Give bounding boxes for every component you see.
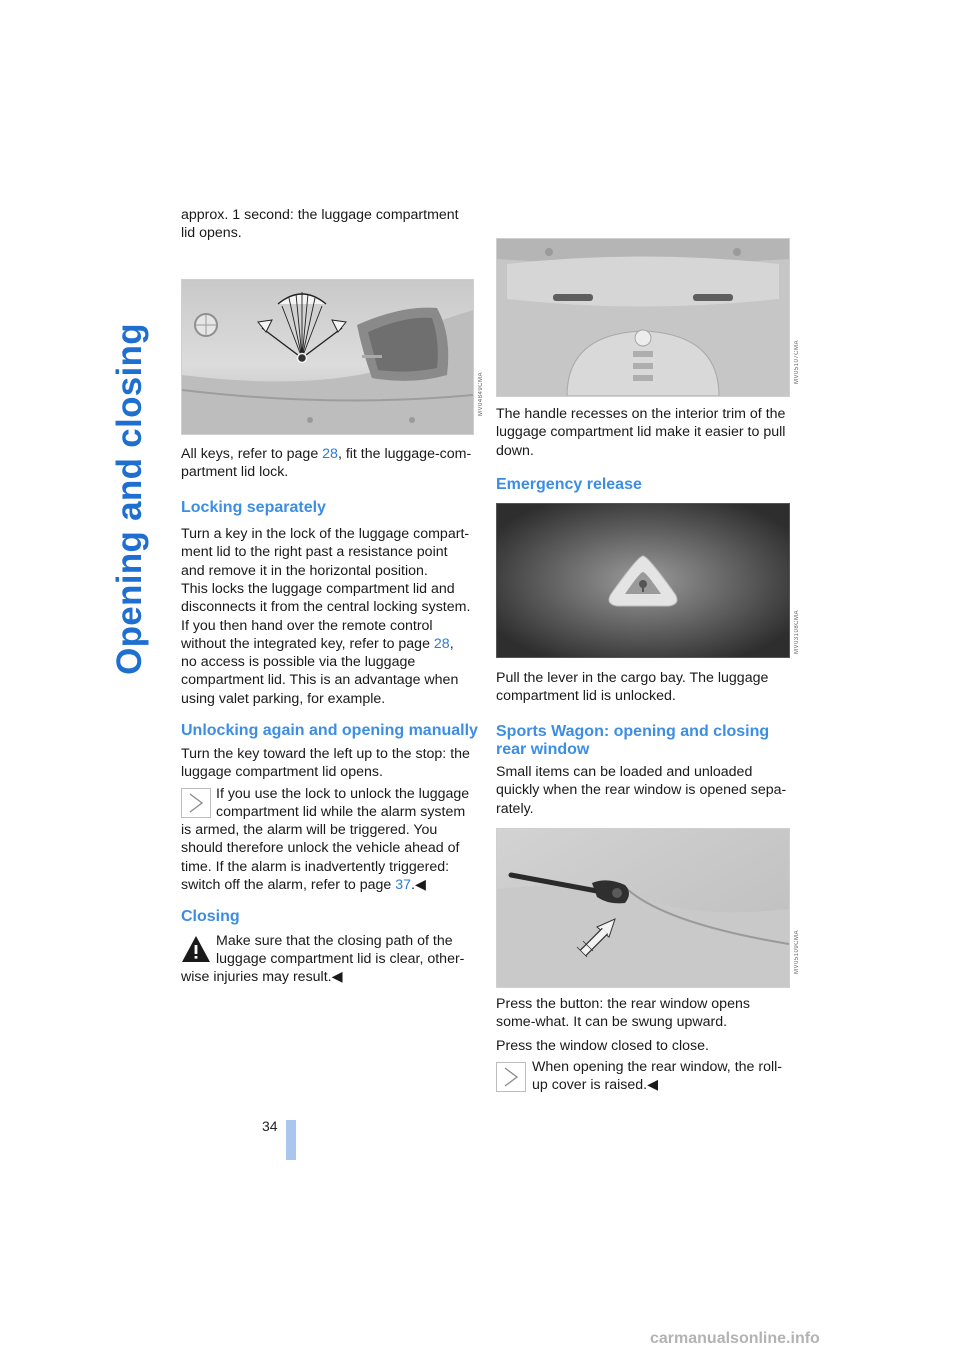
locking-paragraph-2 (181, 580, 473, 708)
emergency-release-illustration (497, 504, 789, 657)
page-bar (286, 1120, 296, 1160)
handle-recess-image (496, 238, 790, 397)
image-code-3: MV03108CMA (794, 610, 800, 655)
trunk-lock-image (181, 279, 474, 435)
press-window-paragraph: Press the window closed to close. (496, 1038, 709, 1054)
note1-text: is armed, the alarm will be triggered. You should therefore unlock the vehicle ahead of time. If the alarm is inadvertently triggered: switch off the alarm, refer to page (181, 822, 460, 893)
trunk-lock-illustration (182, 280, 473, 434)
intro-paragraph: approx. 1 second: the luggage compartment lid opens. (181, 207, 459, 242)
image-code-4: MV05109CMA (794, 930, 800, 975)
locking-text-b: , no access is possible via the luggage compartment lid. This is an advantage when using valet parking, for example. (181, 635, 459, 707)
image-code-1: MV04849CMA (478, 372, 484, 417)
page-number: 34 (262, 1118, 278, 1134)
note-arrow-icon (181, 788, 211, 818)
note1-end: .◀ (411, 876, 426, 893)
keys-text-b: , fit the luggage-com-partment lid lock. (181, 446, 472, 481)
note1-line1: If you use the lock to unlock the luggage (216, 786, 470, 802)
note2-line1: When opening the rear window, the roll- (532, 1059, 782, 1075)
side-title (108, 229, 152, 769)
pull-paragraph: Pull the lever in the cargo bay. The luggage compartment lid is unlocked. (496, 670, 769, 705)
keys-paragraph (181, 445, 473, 482)
warning-line1: Make sure that the closing path of the (216, 933, 453, 949)
page-link-28-b[interactable]: 28 (433, 635, 450, 652)
heading-unlocking: Unlocking again and opening manually (181, 722, 478, 739)
heading-sports-wagon: Sports Wagon: opening and closing rear window (496, 723, 770, 758)
rear-window-button-illustration (497, 829, 789, 987)
keys-text-a: All keys, refer to page (181, 446, 323, 462)
emergency-release-image (496, 503, 790, 658)
unlocking-paragraph: Turn the key toward the left up to the stop: the luggage compartment lid opens. (181, 746, 470, 781)
note1-line2: compartment lid while the alarm system (216, 804, 466, 820)
note-arrow-icon (496, 1062, 526, 1092)
page-link-37[interactable]: 37 (395, 876, 412, 893)
warning-line3: wise injuries may result.◀ (181, 969, 343, 985)
handle-recess-illustration (497, 239, 789, 396)
page-link-28[interactable]: 28 (322, 446, 338, 462)
press-button-paragraph: Press the button: the rear window opens some-what. It can be swung upward. (496, 996, 750, 1031)
watermark: carmanualsonline.info (650, 1330, 820, 1347)
heading-emergency-release: Emergency release (496, 476, 642, 493)
note2-line2: up cover is raised.◀ (532, 1077, 659, 1093)
note1-body (181, 821, 473, 894)
small-items-paragraph: Small items can be loaded and unloaded quickly when the rear window is opened sepa-rately. (496, 764, 787, 817)
warning-triangle-icon (181, 934, 211, 964)
rear-window-button-image (496, 828, 790, 988)
locking-text-a: This locks the luggage compartment lid and disconnects it from the central locking system. If you then hand over the remote control without the integrated key, refer to page (181, 581, 471, 652)
heading-closing: Closing (181, 908, 240, 925)
handle-paragraph: The handle recesses on the interior trim of the luggage compartment lid make it easier to pull down. (496, 406, 786, 459)
warning-line2: luggage compartment lid is clear, other- (216, 951, 465, 967)
heading-locking-separately: Locking separately (181, 499, 326, 516)
image-code-2: MV05107CMA (794, 340, 800, 385)
locking-paragraph-1: Turn a key in the lock of the luggage compart-ment lid to the right past a resistance point and remove it in the horizontal position. (181, 526, 470, 579)
side-title-text: Opening and closing (110, 323, 150, 675)
